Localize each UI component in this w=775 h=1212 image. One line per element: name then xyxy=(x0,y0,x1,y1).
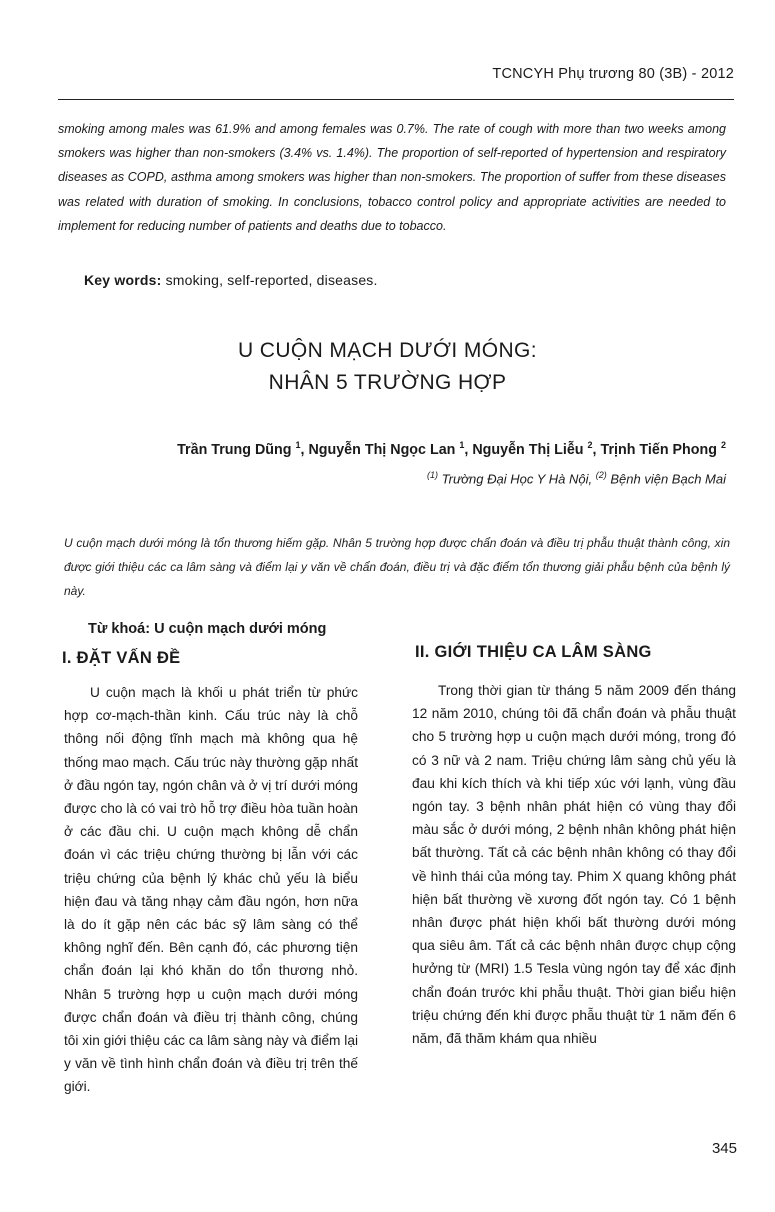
author-name: Nguyễn Thị Ngọc Lan xyxy=(308,441,456,458)
author-affil-mark: 2 xyxy=(720,440,726,450)
author-list: Trần Trung Dũng $^1$, Nguyễn Thị Ngọc Lan $^1$, Nguyễn Thị Liễu $^2$, Trịnh Tiến Phong $^2$ xyxy=(177,440,726,458)
section-1-heading: I. ĐẶT VẤN ĐỀ xyxy=(62,649,181,667)
header-rule xyxy=(58,99,734,100)
section-1-body: U cuộn mạch là khối u phát triển từ phức hợp cơ-mạch-thần kinh. Cấu trúc này là chỗ thông nối động tĩnh mạch mà không qua hệ thống mao mạch. Cấu trúc này thường gặp nhất ở đầu ngón tay, ngón chân và ở vị trí dưới móng được cho là có vai trò hỗ trợ điều hòa tuần hoàn ở các đầu chi. U cuộn mạch không dễ chẩn đoán vì các triệu chứng thường bị lẫn với các triệu chứng của bệnh lý khác chủ yếu là biểu hiện đau và tăng nhạy cảm đầu ngón, hơn nữa là do ít gặp nên các bác sỹ lâm sàng có thể không nghĩ đến. Bên cạnh đó, các phương tiện chẩn đoán lại khó khăn do tổn thương nhỏ. Nhân 5 trường hợp u cuộn mạch dưới móng được chẩn đoán và điều trị thành công, chúng tôi xin giới thiệu các ca lâm sàng này và điểm lại y văn về tình hình chẩn đoán và điều trị trên thế giới. xyxy=(64,685,358,1095)
english-keywords xyxy=(84,272,378,288)
english-abstract: smoking among males was 61.9% and among females was 0.7%. The rate of cough with more than two weeks among smokers was higher than non-smokers (3.4% vs. 1.4%). The proportion of self-reported of hypertension and respiratory diseases as COPD, asthma among smokers was higher than non-smokers. The proportion of suffer from these diseases was related with duration of smoking. In conclusions, tobacco control policy and appropriate activities are needed to implement for reducing number of patients and deaths due to tobacco. xyxy=(58,122,726,233)
page-number: 345 xyxy=(711,1140,737,1157)
article-title-line-2: NHÂN 5 TRƯỜNG HỢP xyxy=(268,371,507,394)
article-title-line-1: U CUỘN MẠCH DƯỚI MÓNG: xyxy=(237,339,538,362)
affil-text: Trường Đại Học Y Hà Nội, xyxy=(441,471,593,487)
author-name: Trịnh Tiến Phong xyxy=(600,441,717,458)
author-name: Nguyễn Thị Liễu xyxy=(472,441,584,458)
keywords-label: Key words: xyxy=(84,272,162,288)
section-2-body: Trong thời gian từ tháng 5 năm 2009 đến tháng 12 năm 2010, chúng tôi đã chẩn đoán và phẫu thuật cho 5 trường hợp u cuộn mạch dưới móng, trong đó có 3 nữ và 2 nam. Triệu chứng lâm sàng chủ yếu là đau khi kích thích và khi tiếp xúc với lạnh, vùng đầu ngón tay. 3 bệnh nhân phát hiện có vùng thay đổi màu sắc ở dưới móng, 2 bệnh nhân không phát hiện bất thường. Tất cả các bệnh nhân không có thay đổi về hình thái của móng tay. Phim X quang không phát hiện bất thường về xương đốt ngón tay. Có 1 bệnh nhân được phát hiện khối bất thường dưới móng qua siêu âm. Tất cả các bệnh nhân được chụp cộng hưởng từ (MRI) 1.5 Tesla vùng ngón tay để xác định chẩn đoán trước khi phẫu thuật. Thời gian biểu hiện triệu chứng đến khi được phẫu thuật từ 1 năm đến 6 năm, đã thăm khám qua nhiều xyxy=(412,683,736,1047)
affil-mark: (1) xyxy=(427,470,439,480)
affil-mark: (2) xyxy=(595,470,607,480)
section-2-heading: II. GIỚI THIỆU CA LÂM SÀNG xyxy=(415,643,652,661)
keywords-value: smoking, self-reported, diseases. xyxy=(165,272,378,288)
author-affil-mark: 1 xyxy=(459,440,465,450)
author-affil-mark: 1 xyxy=(295,440,301,450)
author-affil-mark: 2 xyxy=(587,440,593,450)
vietnamese-abstract: U cuộn mạch dưới móng là tổn thương hiếm gặp. Nhân 5 trường hợp được chẩn đoán và điều trị phẫu thuật thành công, xin được giới thiệu các ca lâm sàng và điểm lại y văn về chẩn đoán, điều trị và đặc điểm tổn thương giải phẫu bệnh của bệnh lý này. xyxy=(64,536,730,598)
journal-header: TCNCYH Phụ trương 80 (3B) - 2012 xyxy=(492,66,734,82)
vietnamese-keywords: Từ khoá: U cuộn mạch dưới móng xyxy=(88,621,327,637)
author-name: Trần Trung Dũng xyxy=(177,441,292,458)
affil-text: Bệnh viện Bạch Mai xyxy=(610,471,726,487)
affiliations xyxy=(427,470,726,486)
